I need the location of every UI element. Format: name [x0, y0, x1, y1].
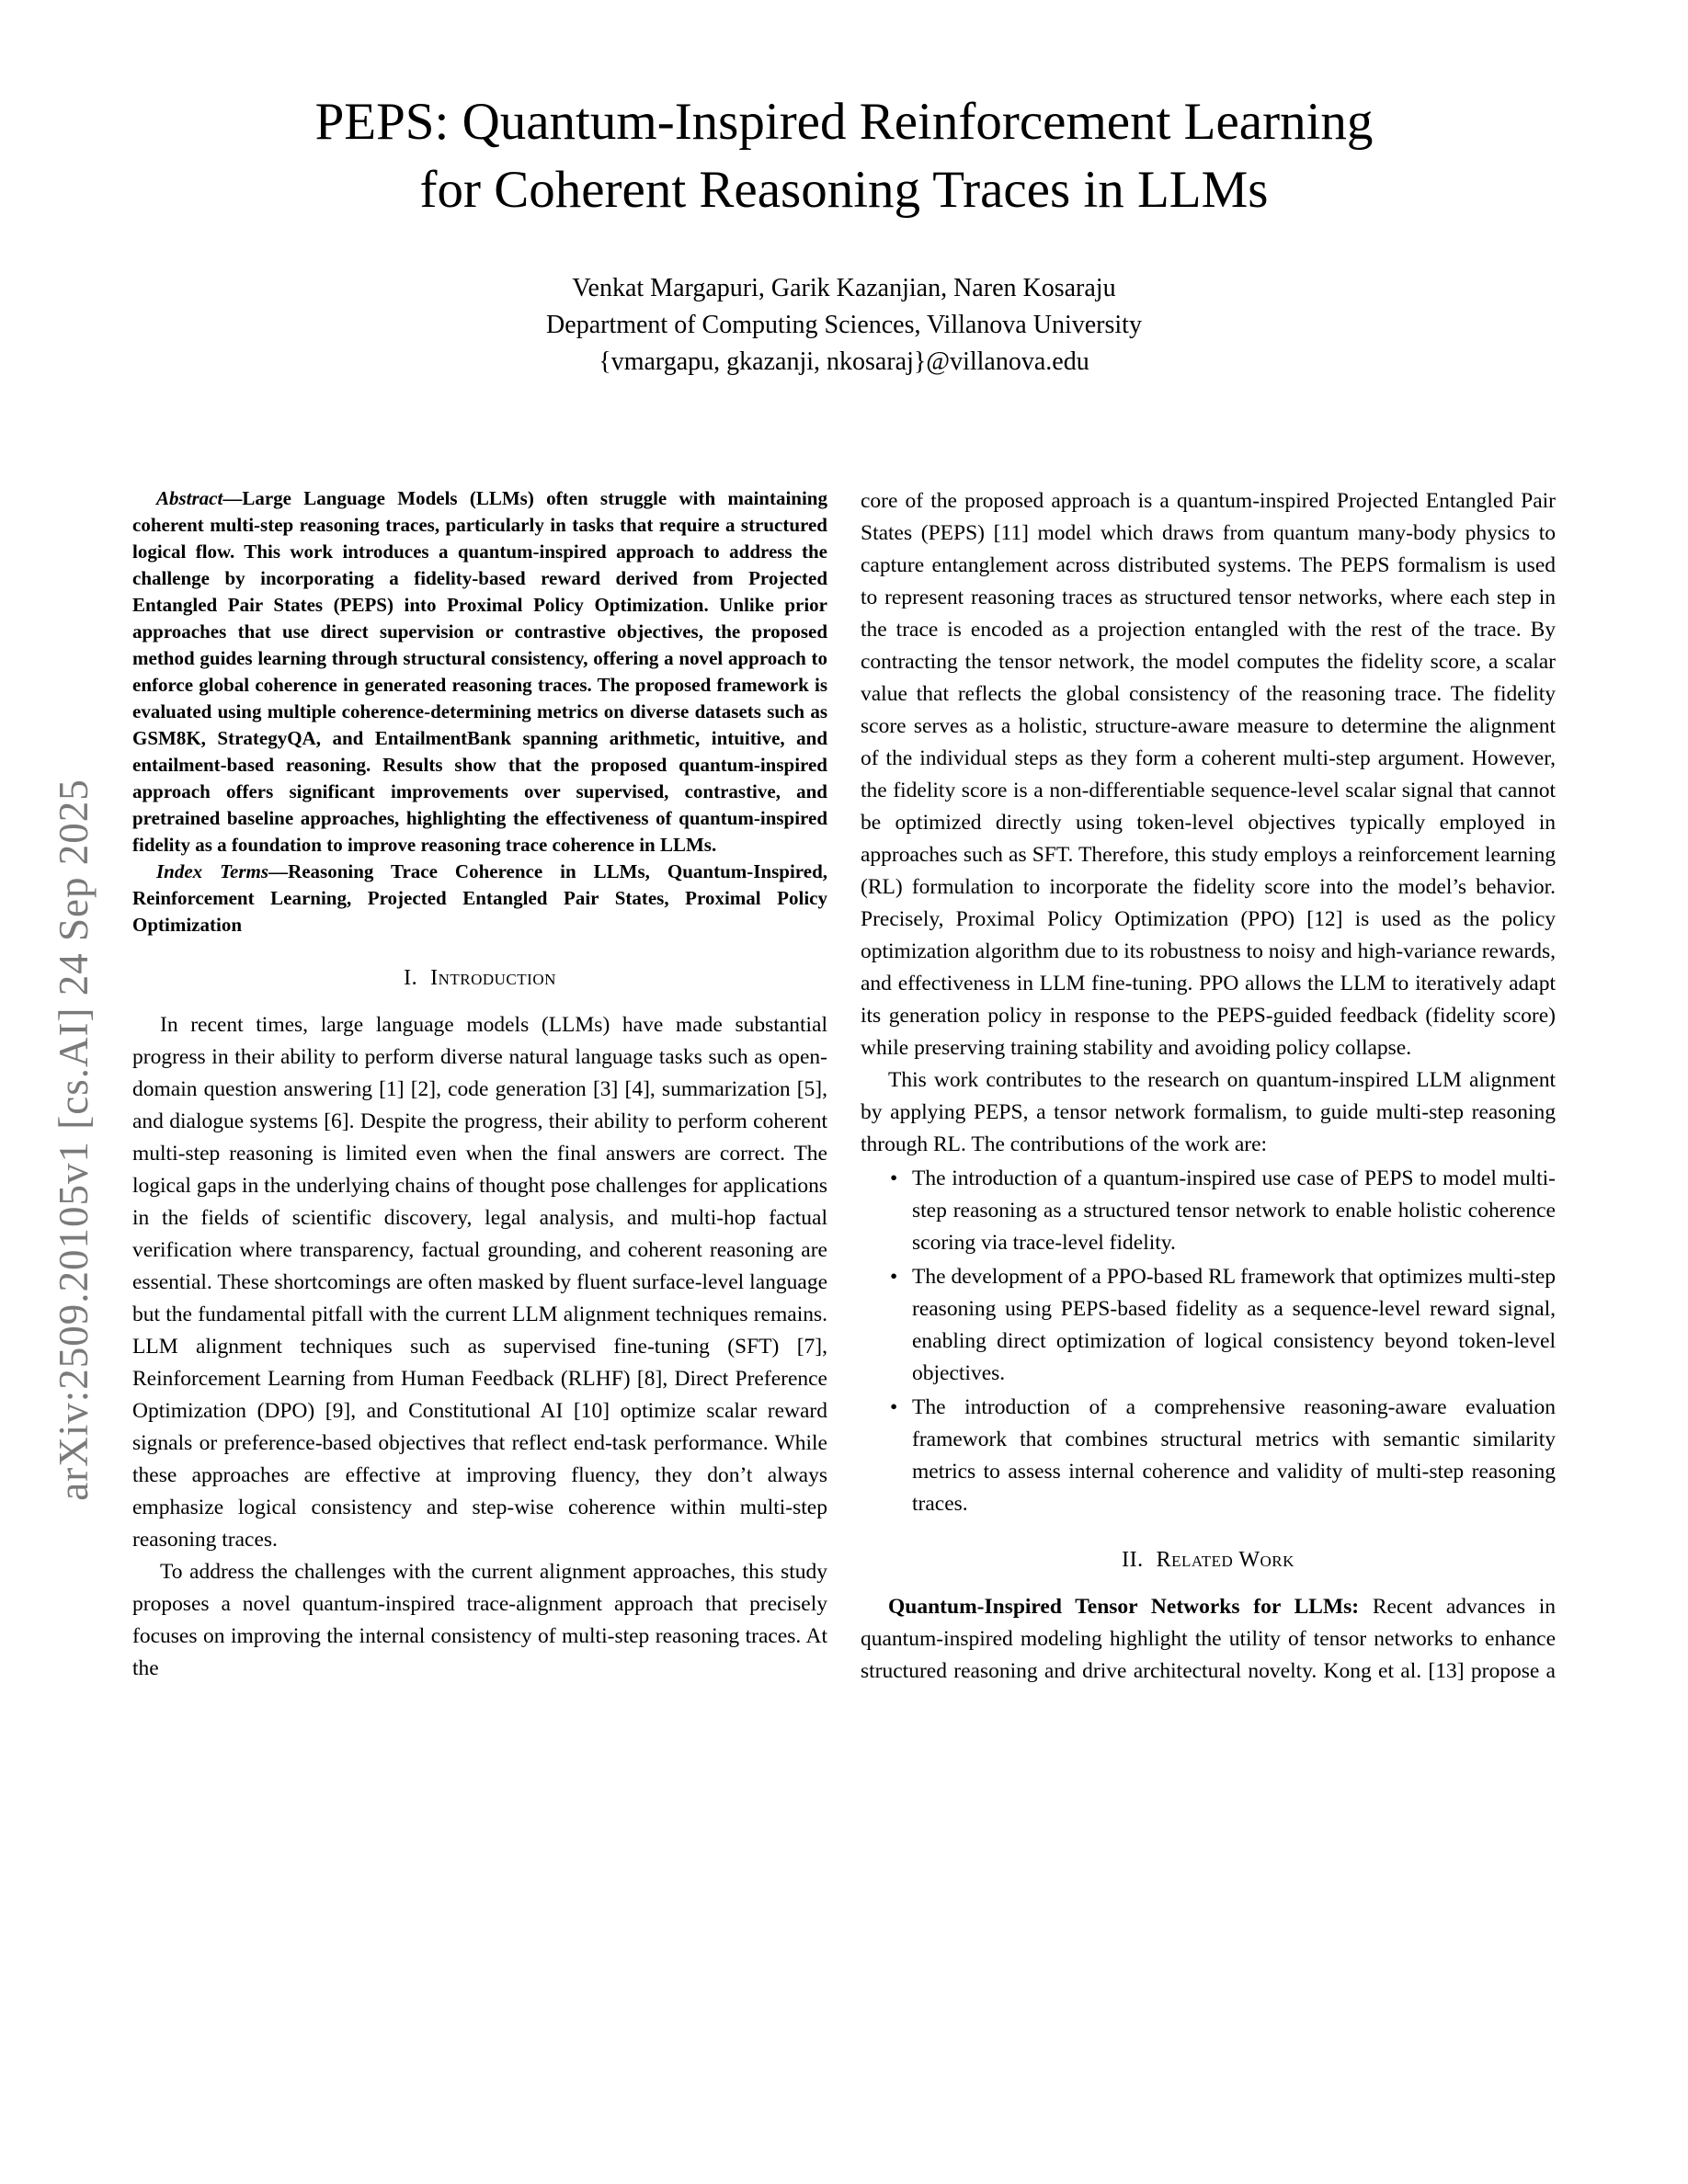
abstract-label: Abstract: [156, 487, 223, 509]
email-line: {vmargapu, gkazanji, nkosaraj}@villanova.edu: [599, 347, 1089, 377]
contribution-item-3: • The introduction of a comprehensive reasoning-aware evaluation framework that combines structural metrics with semantic similarity metrics to assess internal coherence and validity of multi-step reasoning traces.: [912, 1392, 1556, 1520]
paper-title: [0, 88, 1688, 224]
related-work-text: Recent advances in quantum-inspired modeling highlight the utility of tensor networks to enhance structured reasoning and drive architectural novelty. Kong et al. [13] propose a: [861, 1595, 1556, 1683]
two-column-body: [132, 485, 1556, 2011]
index-terms-label: Index Terms: [156, 860, 269, 882]
abstract-text: —Large Language Models (LLMs) often struggle with maintaining coherent multi-step reasoning traces, particularly in tasks that require a structured logical flow. This work introduces a quantum-inspired approach to address the challenge by incorporating a fidelity-based reward derived from Projected Entangled Pair States (PEPS) into Proximal Policy Optimization. Unlike prior approaches that use direct supervision or contrastive objectives, the proposed method guides learning through structural consistency, offering a novel approach to enforce global coherence in generated reasoning traces. The proposed framework is evaluated using multiple coherence-determining metrics on diverse datasets such as GSM8K, StrategyQA, and EntailmentBank spanning arithmetic, intuitive, and entailment-based reasoning. Results show that the proposed quantum-inspired approach offers significant improvements over supervised, contrastive, and pretrained baseline approaches, highlighting the effectiveness of quantum-inspired fidelity as a foundation to improve reasoning trace coherence in LLMs.: [132, 487, 827, 856]
intro-paragraph-1: In recent times, large language models (LLMs) have made substantial progress in their ability to perform diverse natural language tasks such as open-domain question answering [1] [2], code generation [3] [4], summarization [5], and dialogue systems [6]. Despite the progress, their ability to perform coherent multi-step reasoning is limited even when the final answers are correct. The logical gaps in the underlying chains of thought pose challenges for applications in the fields of scientific discovery, legal analysis, and multi-hop factual verification where transparency, factual grounding, and coherent reasoning are essential. These shortcomings are often masked by fluent surface-level language but the fundamental pitfall with the current LLM alignment techniques remains. LLM alignment techniques such as supervised fine-tuning (SFT) [7], Reinforcement Learning from Human Feedback (RLHF) [8], Direct Preference Optimization (DPO) [9], and Constitutional AI [10] optimize scalar reward signals or preference-based objectives that reflect end-task performance. While these approaches are effective at improving fluency, they don’t always emphasize logical consistency and step-wise coherence within multi-step reasoning traces.: [132, 1013, 827, 1552]
section-title-related-work: Related Work: [1156, 1548, 1295, 1572]
left-column: [132, 485, 827, 2011]
section-heading-related-work: [861, 1548, 1556, 1573]
contribution-item-1: • The introduction of a quantum-inspired use case of PEPS to model multi-step reasoning as a structured tensor network to enable holistic coherence scoring via trace-level fidelity.: [912, 1163, 1556, 1259]
paper-header: [0, 88, 1688, 381]
paper-title-line1: PEPS: Quantum-Inspired Reinforcement Learning: [314, 93, 1374, 151]
index-terms-paragraph: [132, 859, 827, 938]
author-block: [0, 270, 1688, 381]
section-number-introduction: I.: [404, 966, 418, 990]
affiliation-line: Department of Computing Sciences, Villanova University: [546, 311, 1142, 340]
paper-title-line2: for Coherent Reasoning Traces in LLMs: [419, 161, 1269, 220]
section-heading-introduction: [132, 966, 827, 991]
intro-paragraph-2-continued: core of the proposed approach is a quantum-inspired Projected Entangled Pair States (PEPS) [11] model which draws from quantum many-body physics to capture entanglement across distributed systems. The PEPS formalism is used to represent reasoning traces as structured tensor networks, where each step in the trace is encoded as a projection entangled with the rest of the trace. By contracting the tensor network, the model computes the fidelity score, a scalar value that reflects the global consistency of the reasoning trace. The fidelity score serves as a holistic, structure-aware measure to determine the alignment of the individual steps as they form a coherent multi-step argument. However, the fidelity score is a non-differentiable sequence-level scalar signal that cannot be optimized directly using token-level objectives typically employed in approaches such as SFT. Therefore, this study employs a reinforcement learning (RL) formulation to incorporate the fidelity score into the model’s behavior. Precisely, Proximal Policy Optimization (PPO) [12] is used as the policy optimization algorithm due to its robustness to noisy and high-variance rewards, and effectiveness in LLM fine-tuning. PPO allows the LLM to iteratively adapt its generation policy in response to the PEPS-guided feedback (fidelity score) while preserving training stability and avoiding policy collapse.: [861, 489, 1556, 1060]
section-number-related-work: II.: [1122, 1548, 1144, 1572]
abstract-paragraph: [132, 485, 827, 859]
contribution-item-2: • The development of a PPO-based RL framework that optimizes multi-step reasoning using PEPS-based fidelity as a sequence-level reward signal, enabling direct optimization of logical consistency beyond token-level objectives.: [912, 1261, 1556, 1390]
intro-paragraph-3: This work contributes to the research on quantum-inspired LLM alignment by applying PEPS, a tensor network formalism, to guide multi-step reasoning through RL. The contributions of the work are:: [861, 1068, 1556, 1156]
intro-paragraph-2-left: To address the challenges with the current alignment approaches, this study proposes a novel quantum-inspired trace-alignment approach that precisely focuses on improving the internal consistency of multi-step reasoning traces. At the: [132, 1560, 827, 1680]
related-work-paragraph: [861, 1591, 1556, 1688]
section-title-introduction: Introduction: [430, 966, 556, 990]
index-terms-text: —Reasoning Trace Coherence in LLMs, Quantum-Inspired, Reinforcement Learning, Projected Entangled Pair States, Proximal Policy Optimization: [132, 860, 827, 936]
related-work-lead: Quantum-Inspired Tensor Networks for LLMs:: [888, 1595, 1360, 1619]
authors-line: Venkat Margapuri, Garik Kazanjian, Naren Kosaraju: [572, 274, 1116, 303]
right-column: [861, 485, 1556, 2011]
arxiv-watermark: arXiv:2509.20105v1 [cs.AI] 24 Sep 2025: [51, 779, 97, 1501]
contribution-list: [861, 1163, 1556, 1520]
